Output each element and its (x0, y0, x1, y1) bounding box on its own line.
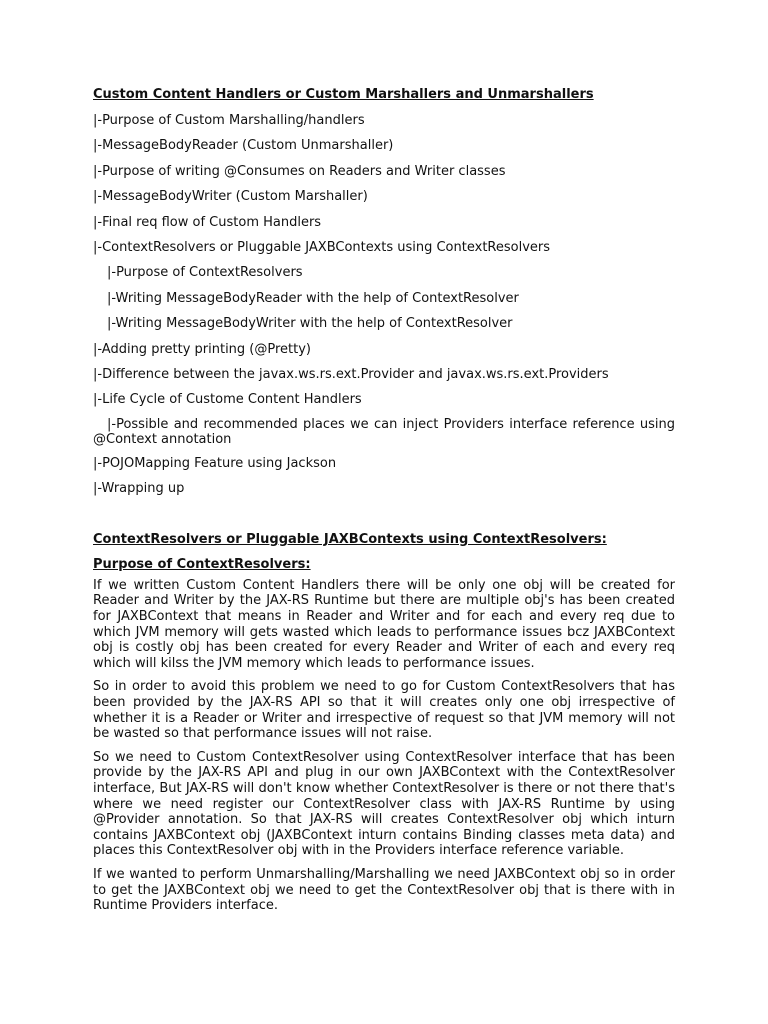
outline-item: |-Adding pretty printing (@Pretty) (93, 341, 311, 357)
outline-item: |-POJOMapping Feature using Jackson (93, 456, 337, 472)
outline-item: |-Life Cycle of Custome Content Handlers (93, 392, 362, 408)
section-gap (93, 506, 675, 531)
body-paragraph: If we wanted to perform Unmarshalling/Marshalling we need JAXBContext obj so in order to get the JAXBContext obj we need to get the ContextResolver obj that is there with in Runtime Providers interface. (93, 866, 675, 914)
outline-item: |-Wrapping up (93, 481, 185, 497)
outline-item: |-ContextResolvers or Pluggable JAXBContexts using ContextResolvers (93, 239, 551, 255)
outline-item: |-MessageBodyReader (Custom Unmarshaller) (93, 138, 394, 154)
outline-subitem (93, 417, 675, 448)
topic-outline (93, 112, 675, 498)
body-paragraph: So we need to Custom ContextResolver using ContextResolver interface that has been provide by the JAX-RS API and plug in our own JAXBContext with the ContextResolver interface, But JAX-RS will don't know whether ContextResolver is there or not there that's where we need register our ContextResolver class with JAX-RS Runtime by using @Provider annotation. So that JAX-RS will creates ContextResolver obj which inturn contains JAXBContext obj (JAXBContext inturn contains Binding classes meta data) and places this ContextResolver obj with in the Providers interface reference variable. (93, 749, 675, 859)
document-page (93, 86, 675, 922)
outline-subitem: |-Purpose of ContextResolvers (107, 265, 303, 281)
outline-item: |-Purpose of writing @Consumes on Readers and Writer classes (93, 163, 506, 179)
outline-item: |-MessageBodyWriter (Custom Marshaller) (93, 189, 368, 205)
outline-subitem: |-Writing MessageBodyReader with the help of ContextResolver (107, 290, 519, 306)
body-paragraph: So in order to avoid this problem we need to go for Custom ContextResolvers that has been provided by the JAX-RS API so that it will creates only one obj irrespective of whether it is a Reader or Writer and irrespective of request so that JVM memory will not be wasted so that performance issues will not raise. (93, 679, 675, 742)
body-paragraph: If we written Custom Content Handlers there will be only one obj will be created for Reader and Writer by the JAX-RS Runtime but there are multiple obj's has been created for JAXBContext that means in Reader and Writer and for each and every req due to which JVM memory will gets wasted which leads to performance issues bcz JAXBContext obj is costly obj has been created for every Reader and Writer of each and every req which will kilss the JVM memory which leads to performance issues. (93, 577, 675, 671)
section-heading: ContextResolvers or Pluggable JAXBContexts using ContextResolvers: (93, 531, 607, 547)
outline-item: |-Final req flow of Custom Handlers (93, 214, 322, 230)
sub-heading: Purpose of ContextResolvers: (93, 556, 311, 572)
outline-item: |-Difference between the javax.ws.rs.ext.Provider and javax.ws.rs.ext.Providers (93, 366, 609, 382)
outline-item: |-Purpose of Custom Marshalling/handlers (93, 113, 365, 128)
outline-subitem: |-Writing MessageBodyWriter with the help of ContextResolver (107, 316, 513, 332)
page-title: Custom Content Handlers or Custom Marshallers and Unmarshallers (93, 87, 594, 102)
outline-subitem-text: |-Possible and recommended places we can inject Providers interface reference using @Context annotation (93, 416, 675, 448)
